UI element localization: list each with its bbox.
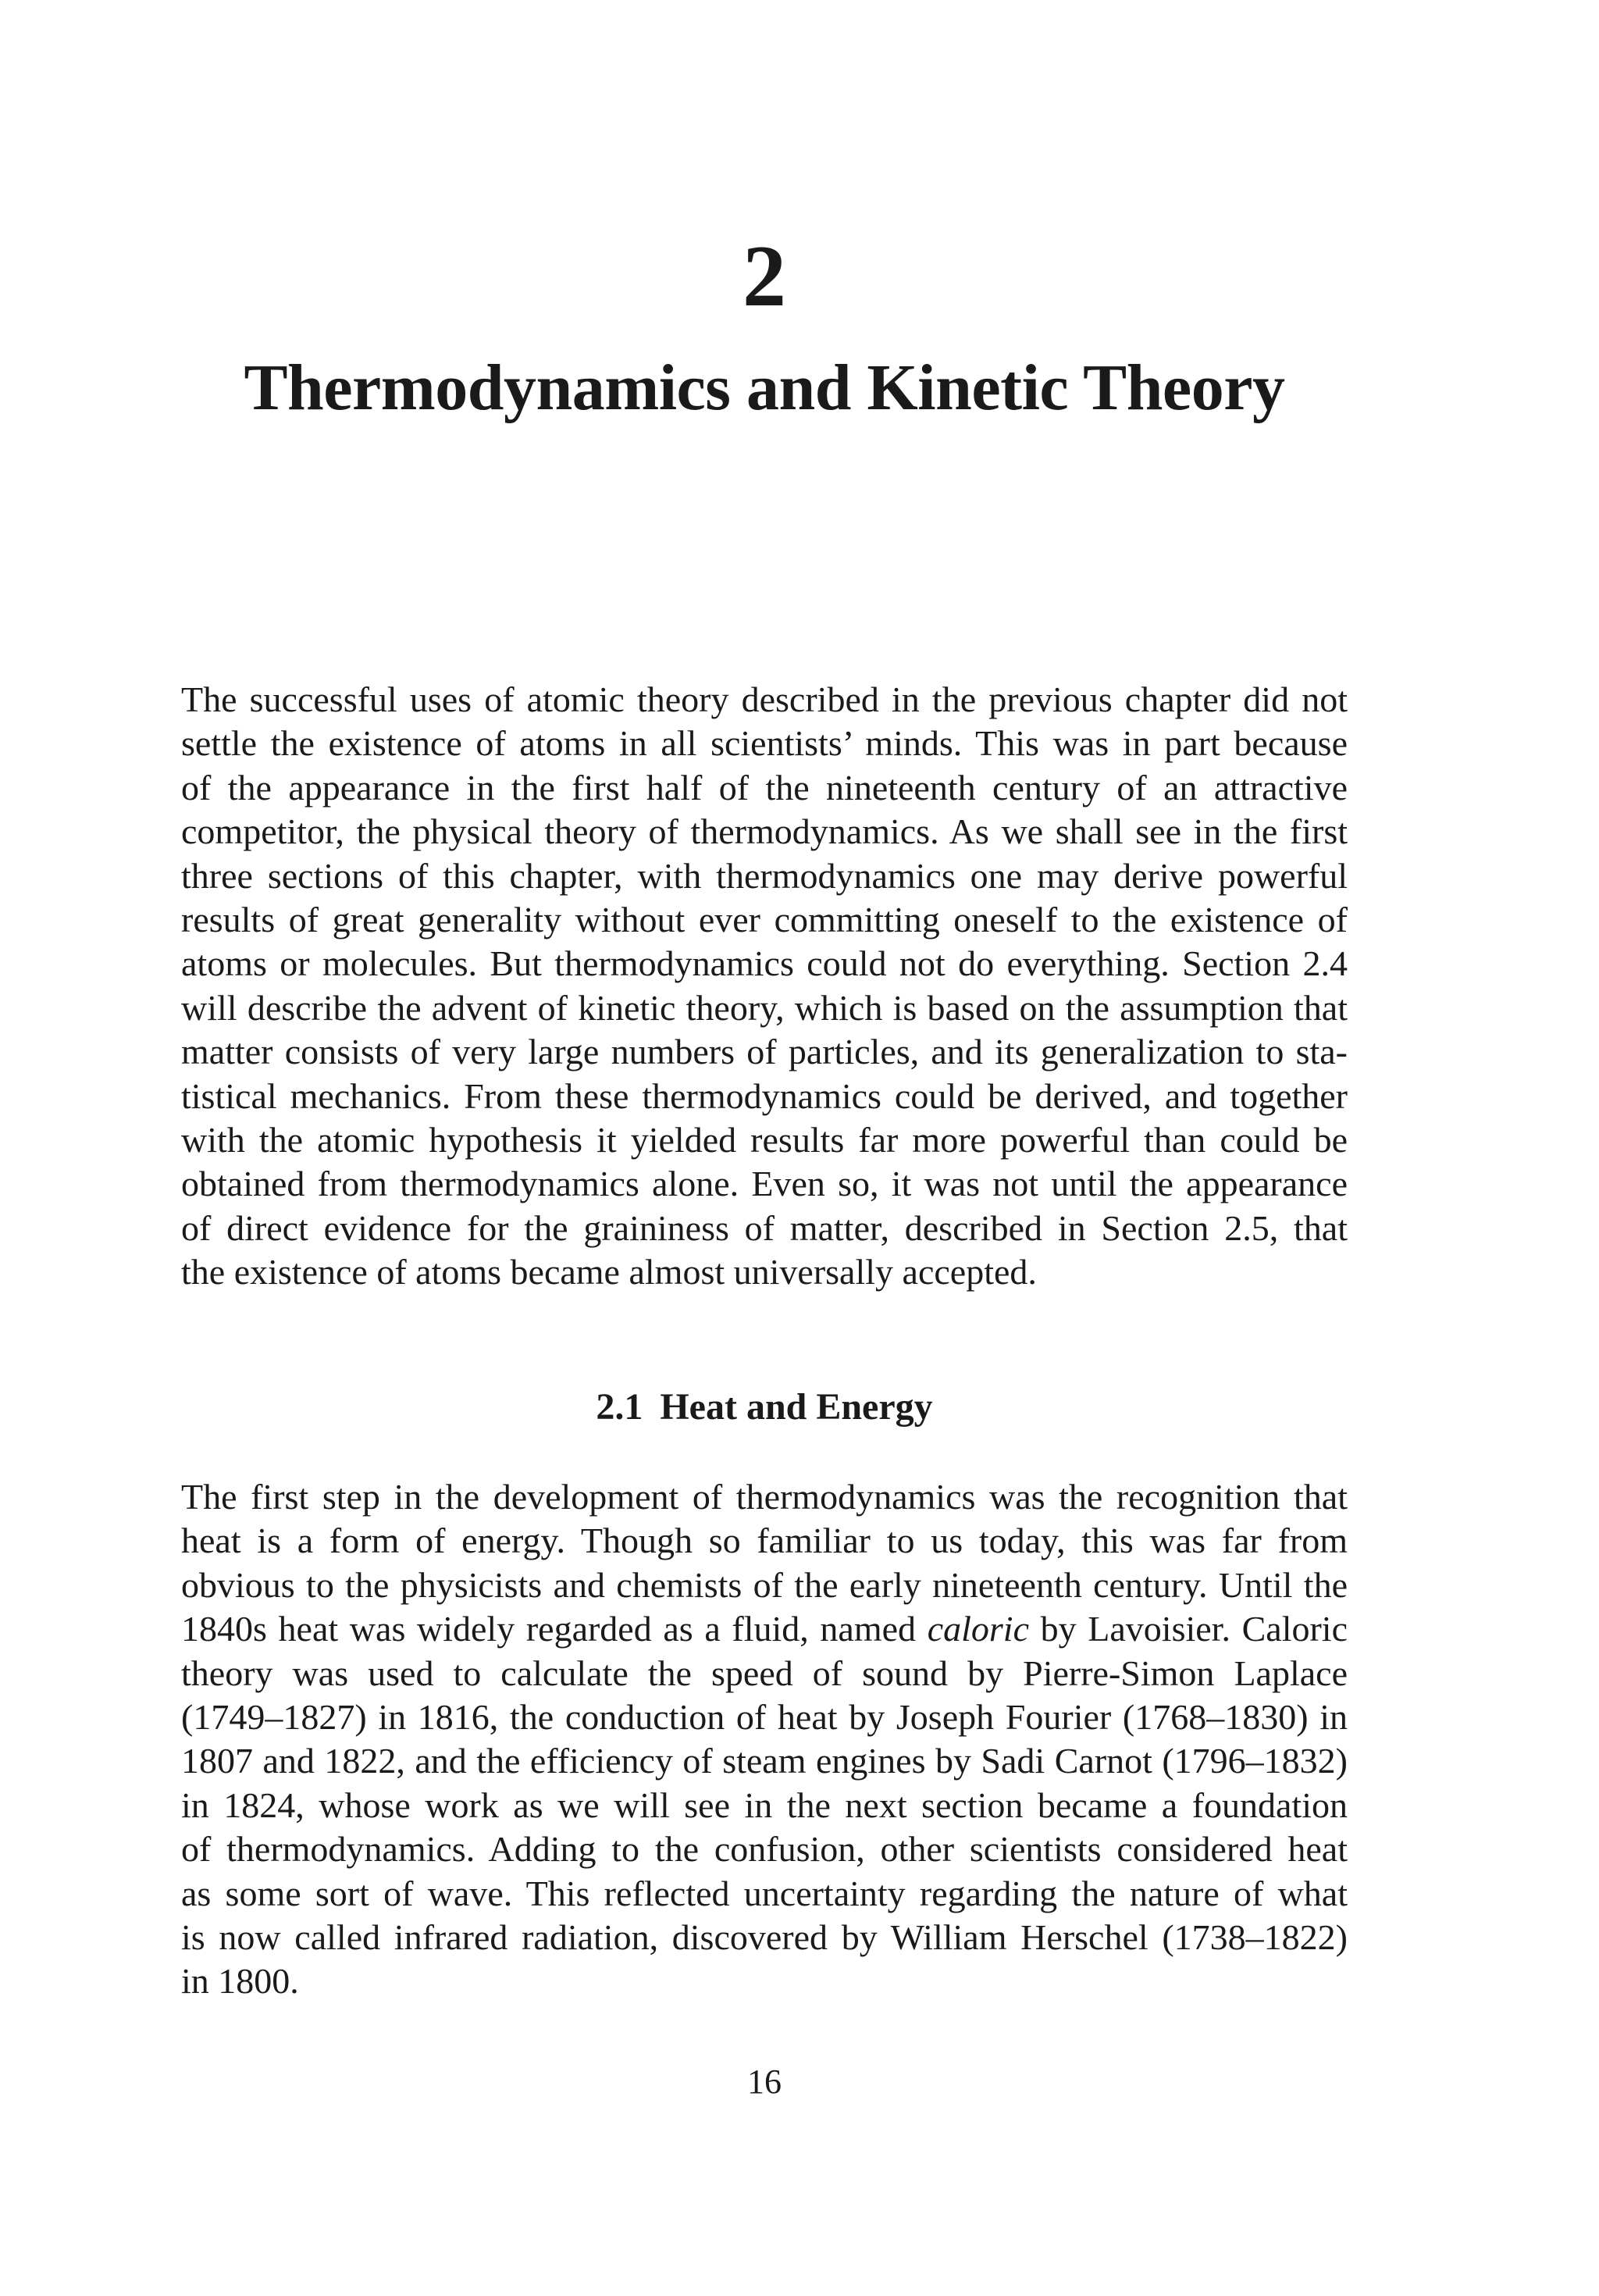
intro-line: of direct evidence for the graininess of matter, described in Section 2.5, that — [181, 1207, 1348, 1248]
intro-line: three sections of this chapter, with thermodynamics one may derive powerful — [181, 855, 1348, 896]
intro-line: The successful uses of atomic theory described in the previous chapter did not — [181, 679, 1348, 719]
section-line: in 1800. — [181, 1961, 299, 2002]
intro-line: with the atomic hypothesis it yielded results far more powerful than could be — [181, 1120, 1348, 1160]
section-line: of thermodynamics. Adding to the confusion, other scientists considered heat — [181, 1829, 1348, 1870]
section-paragraph — [181, 1475, 1348, 2004]
intro-line: obtained from thermodynamics alone. Even so, it was not until the appearance — [181, 1164, 1348, 1204]
section-line: theory was used to calculate the speed of sound by Pierre-Simon Laplace — [181, 1652, 1348, 1693]
section-line: heat is a form of energy. Though so familiar to us today, this was far from — [181, 1521, 1348, 1561]
section-line: is now called infrared radiation, discovered by William Herschel (1738–1822) — [181, 1917, 1348, 1958]
section-line: The first step in the development of thermodynamics was the recognition that — [181, 1477, 1348, 1517]
page-number: 16 — [747, 2062, 782, 2101]
intro-line: competitor, the physical theory of thermodynamics. As we shall see in the first — [181, 811, 1348, 852]
section-title: Heat and Energy — [660, 1386, 933, 1428]
section-line: 1840s heat was widely regarded as a fluid, named caloric by Lavoisier. Caloric — [181, 1609, 1348, 1649]
intro-line: tistical mechanics. From these thermodynamics could be derived, and together — [181, 1075, 1348, 1116]
intro-line: will describe the advent of kinetic theory, which is based on the assumption that — [181, 987, 1348, 1028]
section-line: 1807 and 1822, and the efficiency of steam engines by Sadi Carnot (1796–1832) — [181, 1741, 1348, 1781]
intro-line: results of great generality without ever committing oneself to the existence of — [181, 900, 1348, 940]
italic-term: caloric — [927, 1609, 1029, 1649]
section-line: as some sort of wave. This reflected uncertainty regarding the nature of what — [181, 1873, 1348, 1913]
intro-line: the existence of atoms became almost universally accepted. — [181, 1252, 1037, 1292]
intro-line: of the appearance in the first half of the nineteenth century of an attractive — [181, 767, 1348, 808]
chapter-number: 2 — [743, 228, 786, 325]
intro-line: settle the existence of atoms in all scientists’ minds. This was in part because — [181, 723, 1348, 764]
intro-line: matter consists of very large numbers of particles, and its generalization to sta- — [181, 1032, 1348, 1072]
section-heading — [0, 1386, 1529, 1428]
section-number: 2.1 — [596, 1386, 643, 1428]
section-line: (1749–1827) in 1816, the conduction of heat by Joseph Fourier (1768–1830) in — [181, 1697, 1348, 1738]
section-line: obvious to the physicists and chemists of the early nineteenth century. Until the — [181, 1564, 1348, 1605]
intro-line: atoms or molecules. But thermodynamics could not do everything. Section 2.4 — [181, 943, 1348, 984]
intro-paragraph — [181, 678, 1348, 1295]
chapter-title: Thermodynamics and Kinetic Theory — [244, 351, 1285, 424]
section-line: in 1824, whose work as we will see in the next section became a foundation — [181, 1784, 1348, 1825]
